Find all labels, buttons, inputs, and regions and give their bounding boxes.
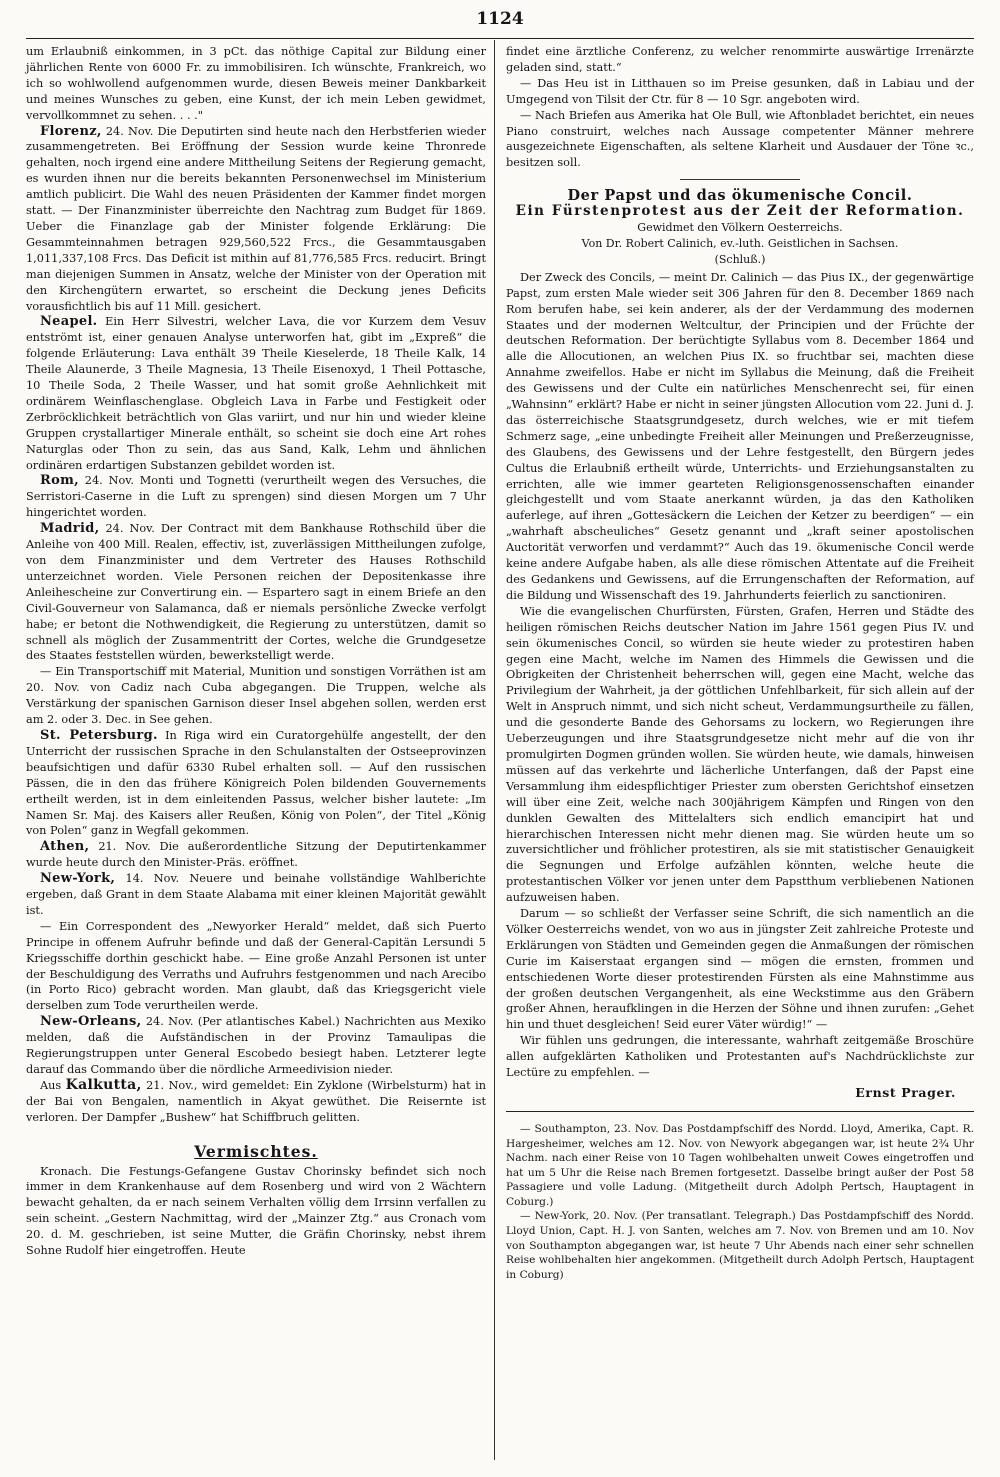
news-transport: — Ein Transportschiff mit Material, Munition und sonstigen Vorräthen ist am 20. Nov. von Cadiz nach Cuba abgegangen. Die Truppen, welche als Verstärkung der spanischen Garnison dieser Insel abgehen sollen, werden erst am 2. oder 3. Dec. in See gehen. [26,665,486,727]
news-athen [26,839,486,871]
place-newyork: New-York, [40,871,116,887]
news-neapel-text: Ein Herr Silvestri, welcher Lava, die vor Kurzem dem Vesuv entströmt ist, einer genauen Analyse unterworfen hat, gibt im „Expreß“ die folgende Erläuterung: Lava enthält 39 Theile Kieselerde, 18 Theile Kalk, 14 Theile Alaunerde, 3 Theile Magnesia, 13 Theile Eisenoxyd, 1 Theil Pottasche, 10 Theile Soda, 2 Theile Wasser, und hat somit große Aehnlichkeit mit ordinärem Weinflaschenglase. Obgleich Lava in Farbe und Festigkeit oder Zerbröcklichkeit beträchtlich von Glas variirt, und nur hin und wieder kleine Gruppen crystallartiger Minerale enthält, so scheint sie doch eine Art rohes Naturglas oder Thon zu sein, das aus Sand, Kalk, Lehm und ähnlichen ordinären erdartigen Substanzen gebildet worden ist. [26,315,486,472]
news-neworleans-text: 24. Nov. (Per atlantisches Kabel.) Nachrichten aus Mexiko melden, daß die Aufständischen in der Provinz Tamaulipas die Regierungstruppen unter General Escobedo besiegt haben. Letzterer legte darauf das Commando über die nördliche Armeedivision nieder. [26,1015,486,1076]
news-madrid [26,521,486,664]
news-kalkutta-pre: Aus [40,1078,62,1092]
separator-rule [506,1111,974,1112]
place-rom: Rom, [40,473,79,489]
article-title: Der Papst und das ökumenische Concil. [567,187,913,205]
news-conferenz: findet eine ärztliche Conferenz, zu welcher renommirte auswärtige Irrenärzte geladen sind, statt.“ [506,45,974,74]
news-newyork [26,871,486,919]
news-neapel [26,314,486,473]
place-neapel: Neapel. [40,314,98,330]
news-kalkutta [26,1078,486,1126]
place-athen: Athen, [40,839,90,855]
news-madrid-text: 24. Nov. Der Contract mit dem Bankhause Rothschild über die Anleihe von 400 Mill. Realen, effectiv, ist, zuverlässigen Mittheilungen zufolge, von dem Finanzminister und dem Vertreter des Hauses Rothschild unterzeichnet worden. Viele Personen reichen der Depositenkasse ihre Anleihescheine zur Convertirung ein. — Espartero sagt in einem Briefe an den Civil-Gouverneur von Salamanca, daß er niemals persönliche Zwecke verfolgt habe; er betont die Nothwendigkeit, die Regierung zu unterstützen, damit so schnell als möglich der Zusammentritt der Cortes, welche die Grundgesetze des Staates feststellen würden, bewerkstelligt werde. [26,522,486,663]
news-heu: — Das Heu ist in Litthauen so im Preise gesunken, daß in Labiau und der Umgegend von Tilsit der Ctr. für 8 — 10 Sgr. angeboten wird. [506,76,974,106]
article-paragraph: Der Zweck des Concils, — meint Dr. Calinich — das Pius IX., der gegenwärtige Papst, zum ersten Male wieder seit 306 Jahren für den 8. December 1869 nach Rom berufen habe, sei kein anderer, als der der Verdammung des modernen Staates und der modernen Weltcultur, der Principien und der Früchte der deutschen Reformation. Der berüchtigte Syllabus vom 8. December 1864 und alle die Allocutionen, an welchen Pius IX. so fruchtbar sei, machten diese Annahme zweifellos. Habe er nicht im Syllabus die Meinung, daß die Freiheit des Gewissens und der Culte ein natürliches Menschenrecht sei, für einen „Wahnsinn“ erklärt? Habe er nicht in seiner jüngsten Allocution vom 22. Juni d. J. das österreichische Staatsgrundgesetz, durch welches, wie er mit tiefem Schmerz sage, „eine unbedingte Freiheit aller Meinungen und Preßerzeugnisse, des Glaubens, des Gewissens und der Lehre festgestellt, den Bürgern jedes Cultus die Erlaubniß ertheilt würde, Unterrichts- und Erziehungsanstalten zu errichten, alle wie immer gearteten Religionsgenossenschaften einander gleichgestellt und vom Staate anerkannt würden, ja das den Katholiken auferlege, auf ihren „Gottesäckern die Leichen der Ketzer zu beerdigen“ — ein „wahrhaft abscheuliches“ Gesetz genannt und „kraft seiner apostolischen Auctorität verworfen und verdammt?“ Auch das 19. ökumenische Concil werde keine andere Aufgabe haben, als alle diese römischen Attentate auf die Freiheit des Gedankens und Gewissens, auf die Errungenschaften der Reformation, auf die Bildung und Wissenschaft des 19. Jahrhunderts feierlich zu sanctioniren. [506,270,974,602]
shipping-notice-newyork: — New-York, 20. Nov. (Per transatlant. Telegraph.) Das Postdampfschiff des Nordd. Lloyd Union, Capt. H. J. von Santen, welches am 7. Nov. von Bremen und am 10. Nov von Southampton abgegangen war, ist heute 7 Uhr Abends nach einer sehr schnellen Reise wohlbehalten hier angekommen. (Mitgetheilt durch Adolph Pertsch, Hauptagent in Coburg) [506,1210,974,1281]
news-newyork-2: — Ein Correspondent des „Newyorker Herald“ meldet, daß sich Puerto Principe in offenem Aufruhr befinde und daß der General-Capitän Lersundi 5 Kriegsschiffe dorthin geschickt habe. — Eine große Anzahl Personen ist unter der Beschuldigung des Verraths und Aufruhrs festgenommen und nach Arecibo (in Porto Rico) gebracht worden. Man glaubt, daß das Kriegsgericht viele derselben zum Tode verurtheilen werde. [26,919,486,1013]
column-divider [494,40,495,1460]
right-column [506,44,974,1282]
article [506,188,974,1101]
news-rom-text: 24. Nov. Monti und Tognetti (verurtheilt wegen des Versuches, die Serristori-Caserne in die Luft zu sprengen) sind diesen Morgen um 7 Uhr hingerichtet worden. [26,474,486,520]
article-continuation: (Schluß.) [714,252,766,266]
place-petersburg: St. Petersburg. [40,727,158,743]
news-kalkutta-text: 21. Nov., wird gemeldet: Ein Zyklone (Wirbelsturm) hat in der Bai von Bengalen, namentlich in Akyat gewüthet. Die Reisernte ist verloren. Der Dampfer „Bushew“ hat Schiffbruch gelitten. [26,1078,487,1124]
news-athen-text: 21. Nov. Die außerordentliche Sitzung der Deputirtenkammer wurde heute durch den Minister-Präs. eröffnet. [26,840,486,870]
place-madrid: Madrid, [40,521,100,537]
header-rule [26,38,974,39]
place-florenz: Florenz, [40,123,102,139]
news-petersburg-text: In Riga wird ein Curatorgehülfe angestellt, der den Unterricht der russischen Sprache in den Schulanstalten der Ostseeprovinzen beaufsichtigen und dafür 6330 Rubel erhalten soll. — Auf den russischen Pässen, die in den das frühere Königreich Polen bildenden Gouvernements ertheilt werden, ist in dem einleitenden Passus, welcher bisher lautete: „Im Namen Sr. Maj. des Kaisers aller Reußen, König von Polen“, der Titel „König von Polen“ ganz in Wegfall gekommen. [26,728,487,838]
intro-paragraph: um Erlaubniß einkommen, in 3 pCt. das nöthige Capital zur Bildung einer jährlichen Rente von 6000 Fr. zu immobilisiren. Ich wünschte, Frankreich, wo ich so wohlwollend aufgenommen wurde, diesen Beweis meiner Dankbarkeit und meines Wunsches zu geben, eine Kunst, der ich mein Leben gewidmet, vervollkommnet zu sehen. . . ." [26,45,486,122]
shipping-notice-southampton: — Southampton, 23. Nov. Das Postdampfschiff des Nordd. Lloyd, Amerika, Capt. R. Hargesheimer, welches am 12. Nov. von Newyork abgegangen war, ist heute 2¾ Uhr Nachm. nach einer Reise von 10 Tagen wohlbehalten unweit Cowes eingetroffen und hat um 5 Uhr die Reise nach Bremen fortgesetzt. Dasselbe bringt außer der Post 58 Passagiere und volle Ladung. (Mitgetheilt durch Adolph Pertsch, Hauptagent in Coburg.) [506,1122,974,1208]
news-florenz [26,124,486,315]
place-neworleans: New-Orleans, [40,1014,142,1030]
left-column [26,44,486,1259]
article-dedication: Gewidmet den Völkern Oesterreichs. [637,221,843,235]
article-subtitle: Ein Fürstenprotest aus der Zeit der Reformation. [515,203,965,220]
news-newyork-text: 14. Nov. Neuere und beinahe vollständige Wahlberichte ergeben, daß Grant in dem Staate Alabama mit einer kleinen Majorität gewählt ist. [26,872,486,917]
news-ole-bull: — Nach Briefen aus Amerika hat Ole Bull, wie Aftonbladet berichtet, ein neues Piano construirt, welches nach Aussage competenter Männer mehrere ausgezeichnete Eigenschaften, als seltene Klarheit und Ausdauer der Töne ꝛc., besitzen soll. [506,108,974,170]
news-petersburg [26,728,486,839]
news-rom [26,473,486,521]
article-paragraph: Wie die evangelischen Churfürsten, Fürsten, Grafen, Herren und Städte des heiligen römischen Reichs deutscher Nation im Jahre 1561 gegen Pius IV. und sein ökumenisches Concil, so würden sie heute wieder zu protestiren haben gegen eine Macht, welche im Namen des Himmels die Gewissen und die Obrigkeiten der Christenheit beherrschen will, gegen eine Macht, welche das Privilegium der Wahrheit, ja der göttlichen Unfehlbarkeit, für sich allein auf der Welt in Anspruch nimmt, und sich nicht scheut, Verdammungsurtheile zu fällen, und die gesonderte Bande des Gehorsams zu lockern, wo Regierungen ihre Ueberzeugungen und ihre Staatsgrundgesetze nicht mehr auf die von ihr promulgirten Dogmen gründen wollen. Sie würden heute, wie damals, hinweisen müssen auf das verkehrte und lächerliche Unterfangen, daß der Papst eine Versammlung ihm eidespflichtiger Priester zum obersten Gerichtshof einsetzen will über eine Zeit, welche nach 300jährigem Kämpfen und Ringen von den dunklen Gewalten des Mittelalters sich endlich emancipirt hat und hierarchischen Interessen nicht mehr dienen mag. Sie würden heute um so zuversichtlicher und fröhlicher protestiren, als sie mit statistischer Genauigkeit die Segnungen und Erfolge aufzählen könnten, welche heute die protestantischen Völker vor jenen unter dem Papstthum verbliebenen Nationen aufzuweisen haben. [506,604,974,905]
article-signature: Ernst Prager. [855,1085,956,1100]
page-number: 1124 [476,9,524,29]
news-neworleans [26,1014,486,1078]
article-author: Von Dr. Robert Calinich, ev.-luth. Geistlichen in Sachsen. [581,236,899,250]
section-heading-vermischtes: Vermischtes. [194,1141,318,1161]
news-kronach: Kronach. Die Festungs-Gefangene Gustav Chorinsky befindet sich noch immer in dem Krankenhause auf dem Rosenberg und wird von 2 Wächtern bewacht gehalten, da er nach seinem Verhalten völlig dem Irrsinn verfallen zu sein scheint. „Gestern Nachmittag, wird der „Mainzer Ztg.“ aus Cronach vom 20. d. M. geschrieben, ist seine Mutter, die Gräfin Chorinsky, nebst ihrem Sohne Rudolf hier eingetroffen. Heute [26,1164,486,1258]
place-kalkutta: Kalkutta, [65,1076,142,1093]
article-paragraph: Darum — so schließt der Verfasser seine Schrift, die sich namentlich an die Völker Oesterreichs wendet, von wo aus in jüngster Zeit zahlreiche Proteste und Erklärungen von Städten und Gemeinden gegen die Anmaßungen der römischen Curie im Kaiserstaat ergangen sind — mögen die ernsten, frommen und entschiedenen Worte dieser protestirenden Fürsten als eine Mahnstimme aus der großen deutschen Vergangenheit, als eine Weckstimme aus den Gräbern großer Ahnen, heraufklingen in die Herzen der Söhne und ihnen zurufen: „Gehet hin und thuet desgleichen! Seid eurer Väter würdig!“ — [506,907,974,1032]
news-florenz-text: 24. Nov. Die Deputirten sind heute nach den Herbstferien wieder zusammengetreten. Bei Eröffnung der Session wurde keine Thronrede gehalten, noch irgend eine andere Mittheilung Seitens der Regierung gemacht, es wurden ihnen nur die bereits bekannten Personenwechsel im Ministerium amtlich publicirt. Die Wahl des neuen Präsidenten der Kammer findet morgen statt. — Der Finanzminister überreichte den Nachtrag zum Budget für 1869. Ueber die Finanzlage gab der Minister folgende Erklärung: Die Gesammteinnahmen betragen 929,560,522 Frcs., die Gesammtausgaben 1,011,337,108 Frcs. Das Deficit ist mithin auf 81,776,585 Frcs. reducirt. Bringt man diejenigen Summen in Ansatz, welche der Minister von der Operation mit den Kirchengütern erwartet, so erscheint die Deckung jenes Deficits vorausfichtlich bis auf 11 Mill. gesichert. [26,124,486,313]
separator-rule [680,179,800,180]
article-paragraph: Wir fühlen uns gedrungen, die interessante, wahrhaft zeitgemäße Broschüre allen aufgeklärten Katholiken und Protestanten auf's Nachdrücklichste zur Lectüre zu empfehlen. — [506,1034,974,1080]
